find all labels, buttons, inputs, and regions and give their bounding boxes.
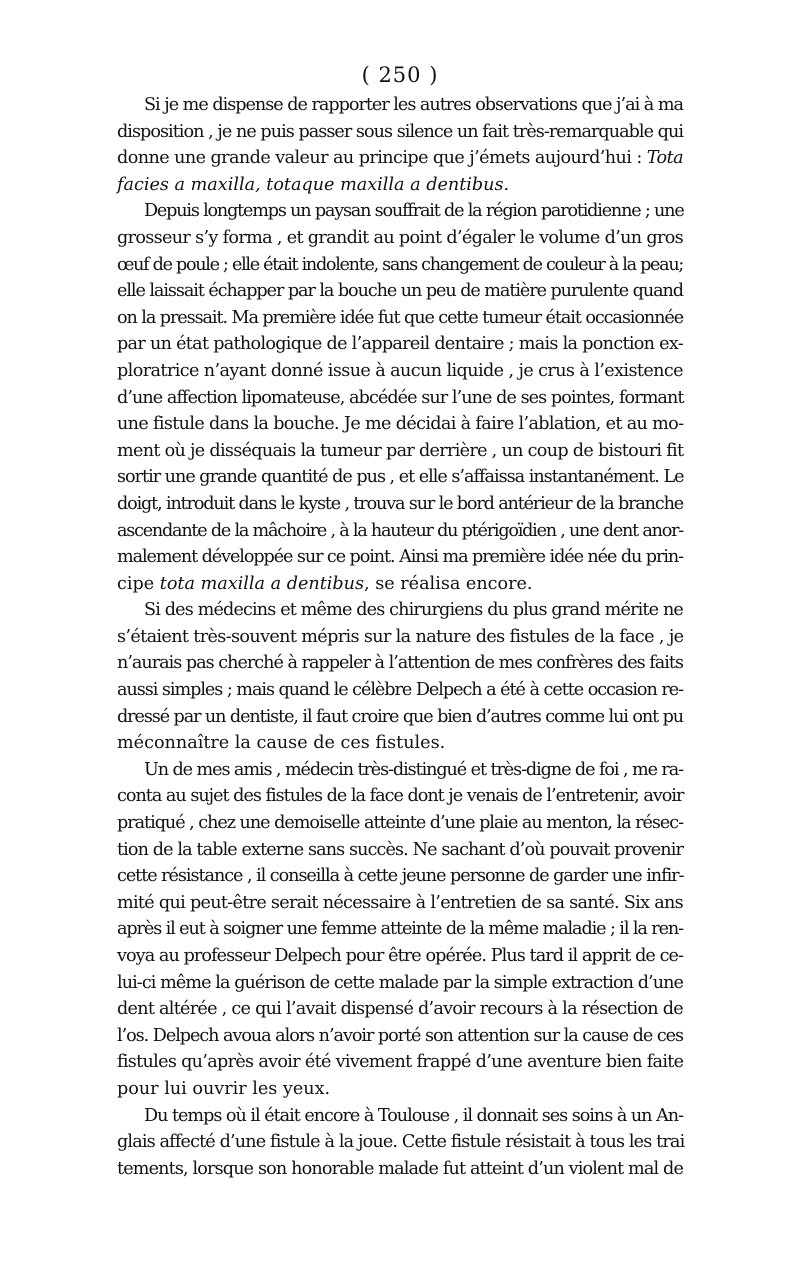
text-line: Si je me dispense de rapporter les autres observations que j’ai à ma [144,95,683,115]
text-line: après il eut à soigner une femme atteinte de la même maladie ; il la ren- [117,919,684,940]
text-line: méconnaître la cause de ces fistules. [117,733,446,754]
text-fragment: cipe [117,573,160,594]
text-line: dressé par un dentiste, il faut croire que bien d’autres comme lui ont pu [117,706,683,727]
text-line: disposition , je ne puis passer sous silence un fait très-remarquable qui [117,121,684,142]
paragraph-5 [117,1103,683,1183]
text-line: cette résistance , il conseilla à cette jeune personne de garder une infir- [117,866,684,887]
text-line: glais affecté d’une fistule à la joue. Cette fistule résistait à tous les trai [117,1132,685,1153]
text-line: fistules qu’après avoir été vivement frappé d’une aventure bien faite [117,1052,684,1073]
text-line: dent altérée , ce qui l’avait dispensé d’avoir recours à la résection de [117,999,683,1020]
text-line: voya au professeur Delpech pour être opérée. Plus tard il apprit de ce- [117,946,684,966]
text-line: lui-ci même la guérison de cette malade par la simple extraction d’une [117,972,684,993]
text-line: grosseur s’y forma , et grandit au point d’égaler le volume d’un gros [117,227,684,248]
text-line [117,145,683,172]
text-line: sortir une grande quantité de pus , et elle s’affaissa instantanément. Le [117,467,684,488]
text-line: elle laissait échapper par la bouche un peu de matière purulente quand [117,281,683,302]
paragraph-3 [117,597,683,757]
text-line: pour lui ouvrir les yeux. [117,1078,331,1099]
text-line: ascendante de la mâchoire , à la hauteur du ptérigoïdien , une dent anor- [117,520,684,541]
text-line: aussi simples ; mais quand le célèbre Delpech a été à cette occasion re- [117,680,683,701]
text-line: ploratrice n’ayant donné issue à aucun liquide , je crus à l’existence [117,360,683,381]
text-line: facies a maxilla, totaque maxilla a dentibus. [117,174,510,195]
body-text [117,92,683,1182]
paragraph-1 [117,92,683,198]
text-line: tion de la table externe sans succès. Ne sachant d’où pouvait provenir [117,839,683,860]
latin-phrase: Tota [646,148,683,169]
text-fragment: donne une grande valeur au principe que j’émets aujourd’hui : [117,148,647,169]
text-line: Depuis longtemps un paysan souffrait de la région parotidienne ; une [144,201,684,222]
text-line: pratiqué , chez une demoiselle atteinte d’une plaie au menton, la résec- [117,813,683,834]
text-line: malement développée sur ce point. Ainsi ma première idée née du prin- [117,547,683,568]
text-line: on la pressait. Ma première idée fut que cette tumeur était occasionnée [117,307,684,328]
text-line: n’aurais pas cherché à rappeler à l’attention de mes confrères des faits [117,653,684,674]
text-fragment: , se réalisa encore. [364,573,533,594]
paragraph-2 [117,198,683,597]
text-line: par un état pathologique de l’appareil dentaire ; mais la ponction ex- [117,334,684,355]
text-line: d’une affection lipomateuse, abcédée sur l’une de ses pointes, formant [117,387,684,408]
text-line [117,571,683,598]
text-line: ment où je disséquais la tumeur par derrière , un coup de bistouri fit [117,440,684,461]
latin-phrase: tota maxilla a dentibus [159,573,365,594]
text-line: œuf de poule ; elle était indolente, sans changement de couleur à la peau; [117,254,683,275]
paragraph-4 [117,757,683,1103]
text-line: Un de mes amis , médecin très-distingué et très-digne de foi , me ra- [144,759,684,780]
text-line: doigt, introduit dans le kyste , trouva sur le bord antérieur de la branche [117,493,684,514]
text-line: mité qui peut-être serait nécessaire à l’entretien de sa santé. Six ans [117,892,683,913]
text-line: s’étaient très-souvent mépris sur la nature des fistules de la face , je [117,626,684,647]
text-line: conta au sujet des fistules de la face dont je venais de l’entretenir, avoir [117,786,684,807]
text-line: Si des médecins et même des chirurgiens du plus grand mérite ne [144,600,683,621]
page-number: ( 250 ) [361,63,439,87]
text-line: l’os. Delpech avoua alors n’avoir porté son attention sur la cause de ces [117,1025,683,1046]
text-line: une fistule dans la bouche. Je me décidai à faire l’ablation, et au mo- [117,414,684,435]
text-line: Du temps où il était encore à Toulouse , il donnait ses soins à un An- [144,1105,683,1126]
text-line: tements, lorsque son honorable malade fut atteint d’un violent mal de [117,1158,684,1179]
